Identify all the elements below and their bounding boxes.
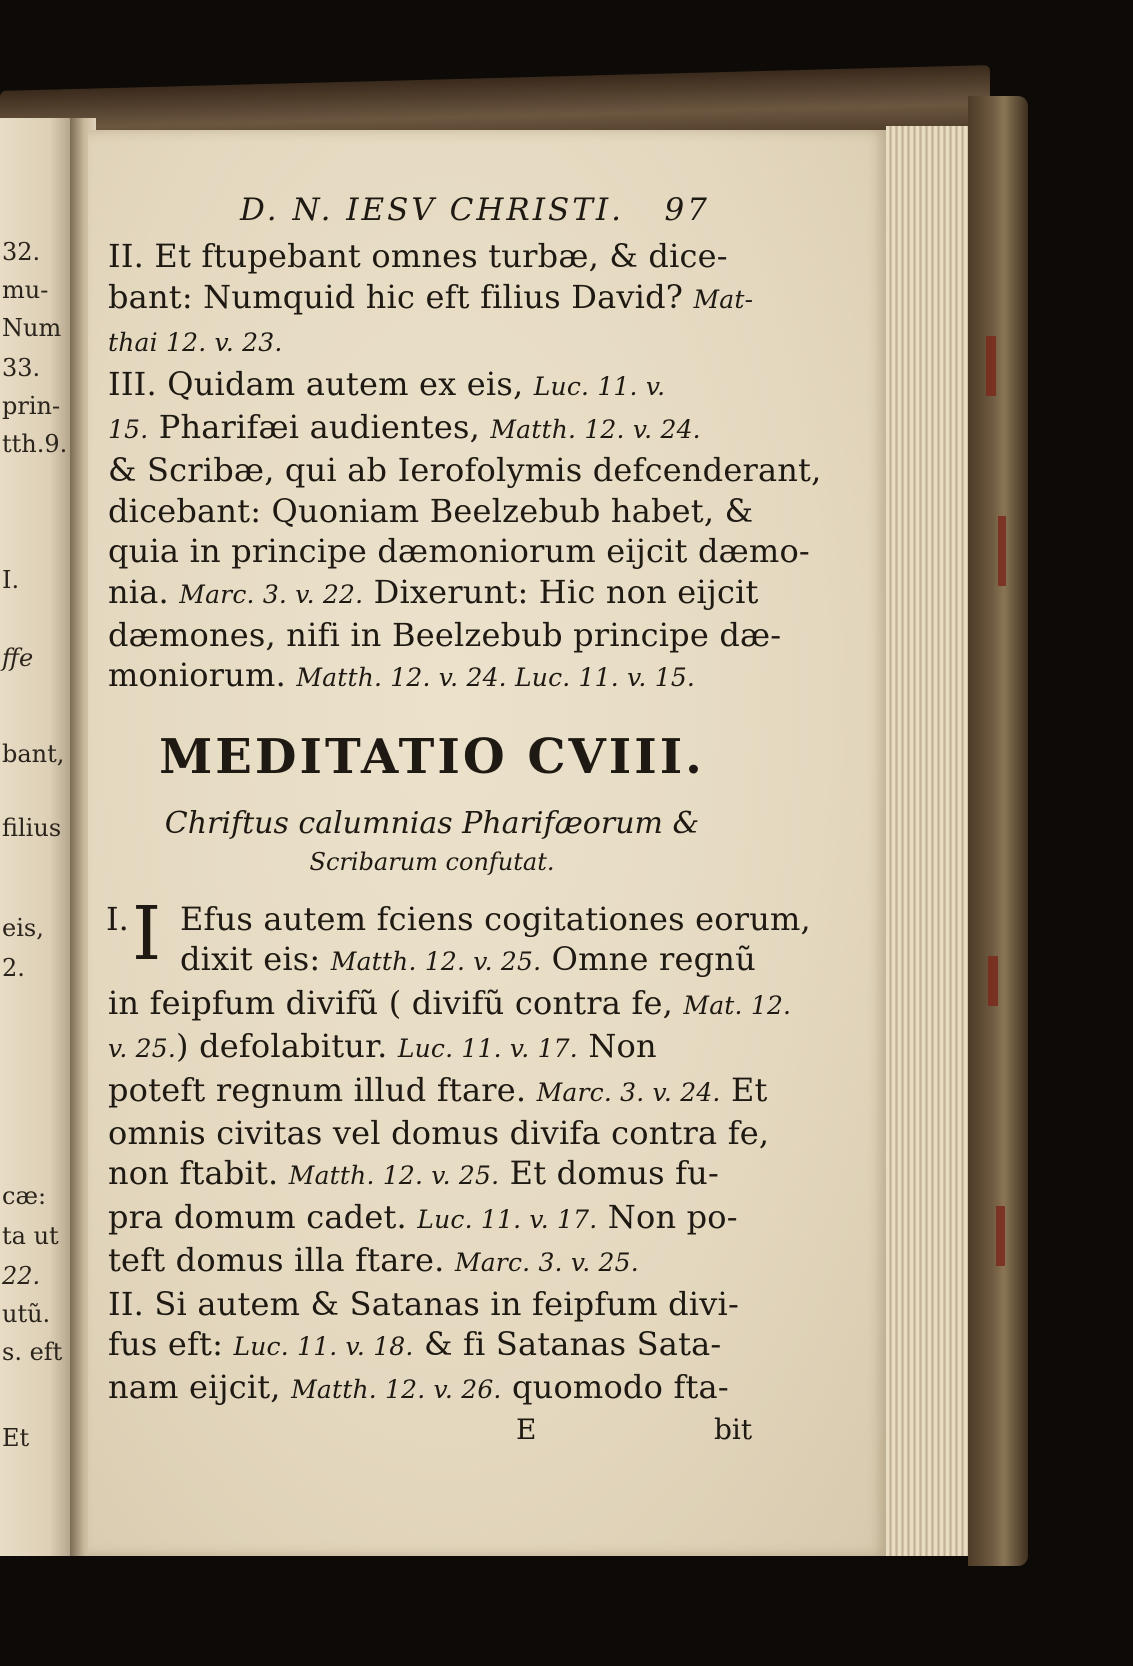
- text-line: [108, 1070, 768, 1113]
- paragraph-ii: [108, 236, 756, 363]
- line-text: pra domum cadet.: [108, 1197, 418, 1236]
- line-text: quia in principe dæmoniorum eijcit dæmo-: [108, 532, 810, 571]
- text-line: [108, 320, 756, 363]
- meditation-heading: MEDITATIO CVIII.: [159, 728, 705, 785]
- margin-fragment: ffe: [2, 644, 34, 672]
- drop-cap-letter: I: [132, 890, 162, 977]
- text-line: [108, 1197, 756, 1240]
- scripture-reference: Matth. 12. v. 26.: [291, 1375, 502, 1405]
- text-line: [108, 1240, 756, 1283]
- margin-fragment: eis,: [2, 914, 44, 942]
- meditation-subtitle-line2: Scribarum confutat.: [309, 847, 555, 876]
- line-text: bant: Numquid hic eft filius David?: [108, 277, 694, 316]
- line-text: II. Et ftupebant omnes turbæ, & dice-: [108, 237, 728, 276]
- line-text: fus eft:: [108, 1324, 234, 1363]
- line-text: dixit eis:: [180, 940, 331, 979]
- scripture-reference: Marc. 3. v. 25.: [454, 1248, 639, 1278]
- scripture-reference: Matth. 12. v. 25.: [288, 1161, 500, 1191]
- line-text: Omne regnũ: [541, 940, 756, 979]
- margin-fragment: 33.: [2, 354, 41, 382]
- text-line: [108, 531, 810, 571]
- text-line: [108, 1026, 756, 1069]
- line-text: Non po-: [597, 1197, 738, 1236]
- meditation-subtitle: Chriftus calumnias Pharifæorum &: [164, 805, 700, 841]
- text-line: [108, 1367, 756, 1410]
- margin-fragment: filius: [2, 814, 62, 842]
- scripture-reference: Luc. 11. v.: [533, 371, 666, 401]
- line-text: nam eijcit,: [108, 1368, 292, 1407]
- scripture-reference: Marc. 3. v. 24.: [536, 1077, 721, 1107]
- red-edge-mark: [986, 336, 996, 396]
- margin-fragment: s. eft: [2, 1338, 63, 1366]
- drop-cap-block: [106, 890, 811, 983]
- paragraph-i: [106, 890, 811, 1411]
- line-text: Et domus fu-: [499, 1154, 720, 1193]
- margin-fragment: bant,: [2, 740, 65, 768]
- text-line: [108, 407, 756, 450]
- line-text: moniorum.: [108, 656, 297, 695]
- book-spine: [968, 96, 1028, 1566]
- margin-fragment: 22.: [2, 1262, 41, 1290]
- line-text: III. Quidam autem ex eis,: [108, 364, 534, 403]
- margin-fragment: I.: [2, 566, 20, 594]
- scripture-reference: Marc. 3. v. 22.: [179, 579, 364, 609]
- line-text: Efus autem fciens cogitationes eorum,: [180, 899, 811, 938]
- paragraph-number: I.: [106, 899, 129, 938]
- margin-fragment: ta ut: [2, 1222, 59, 1250]
- line-text: poteft regnum illud ftare.: [108, 1070, 537, 1109]
- line-text: & Scribæ, qui ab Ierofolymis defcenderant,: [108, 451, 822, 490]
- margin-fragment: 2.: [2, 954, 25, 982]
- margin-fragment: mu-: [2, 276, 49, 304]
- margin-fragment: Et: [2, 1424, 30, 1452]
- page-footer: [108, 1413, 756, 1449]
- margin-fragment: 32.: [2, 238, 41, 266]
- red-edge-mark: [996, 1206, 1005, 1266]
- text-line: [108, 572, 759, 615]
- line-text: quomodo fta-: [501, 1368, 729, 1407]
- line-text: non ftabit.: [108, 1154, 289, 1193]
- running-head: [108, 190, 756, 230]
- line-text: ) defolabitur.: [176, 1027, 398, 1066]
- line-text: omnis civitas vel domus divifa contra fe,: [108, 1113, 770, 1152]
- line-text: dæmones, nifi in Beelzebub principe dæ-: [108, 616, 782, 655]
- line-text: teft domus illa ftare.: [108, 1241, 455, 1280]
- text-line: [108, 1113, 770, 1153]
- text-line: [108, 491, 756, 531]
- scripture-reference: Matth. 12. v. 24. Luc. 11. v. 15.: [296, 663, 696, 693]
- scripture-reference: Matth. 12. v. 24.: [490, 415, 701, 445]
- text-line: [108, 983, 792, 1026]
- line-text: Non: [577, 1027, 657, 1066]
- line-text: Dixerunt: Hic non eijcit: [363, 572, 759, 611]
- text-line: [180, 899, 811, 939]
- scripture-reference: 15.: [108, 415, 149, 445]
- running-head-title: D. N. IESV CHRISTI.: [239, 192, 624, 228]
- line-text: II. Si autem & Satanas in feipfum divi-: [108, 1284, 739, 1323]
- line-text: in feipfum divifũ ( divifũ contra fe,: [108, 983, 684, 1022]
- scripture-reference: v. 25.: [108, 1034, 177, 1064]
- text-line: [108, 450, 822, 490]
- text-line: [108, 277, 756, 320]
- signature-mark: E: [516, 1412, 537, 1446]
- margin-fragment: Num: [2, 314, 62, 342]
- page-number: 97: [664, 192, 710, 228]
- scripture-reference: thai 12. v. 23.: [108, 328, 283, 358]
- text-line: [108, 1324, 756, 1367]
- margin-fragment: cæ:: [2, 1182, 47, 1210]
- line-text: Pharifæi audientes,: [148, 408, 491, 447]
- text-line: [108, 1153, 756, 1196]
- page-text-block: [106, 190, 822, 1449]
- text-line: [180, 939, 756, 982]
- text-line: [108, 655, 756, 698]
- text-line: [108, 615, 782, 655]
- scripture-reference: Matth. 12. v. 25.: [330, 947, 542, 977]
- line-text: dicebant: Quoniam Beelzebub habet, &: [108, 491, 754, 530]
- line-text: nia.: [108, 572, 180, 611]
- paragraph-iii: [108, 364, 822, 699]
- scripture-reference: Luc. 11. v. 17.: [417, 1204, 598, 1234]
- margin-fragment: utũ.: [2, 1300, 51, 1328]
- line-text: & fi Satanas Sata-: [413, 1324, 722, 1363]
- catchword: bit: [714, 1412, 753, 1446]
- margin-fragment: tth.9.: [2, 430, 68, 458]
- margin-fragment: prin-: [2, 392, 61, 420]
- scripture-reference: Luc. 11. v. 18.: [233, 1331, 414, 1361]
- text-line: [108, 364, 756, 407]
- scripture-reference: Luc. 11. v. 17.: [397, 1034, 578, 1064]
- scripture-reference: Mat-: [693, 284, 754, 314]
- red-edge-mark: [998, 516, 1006, 586]
- scripture-reference: Mat. 12.: [683, 990, 792, 1020]
- red-edge-mark: [988, 956, 998, 1006]
- line-text: Et: [720, 1070, 768, 1109]
- text-line: [108, 236, 756, 276]
- text-line: [108, 1284, 756, 1324]
